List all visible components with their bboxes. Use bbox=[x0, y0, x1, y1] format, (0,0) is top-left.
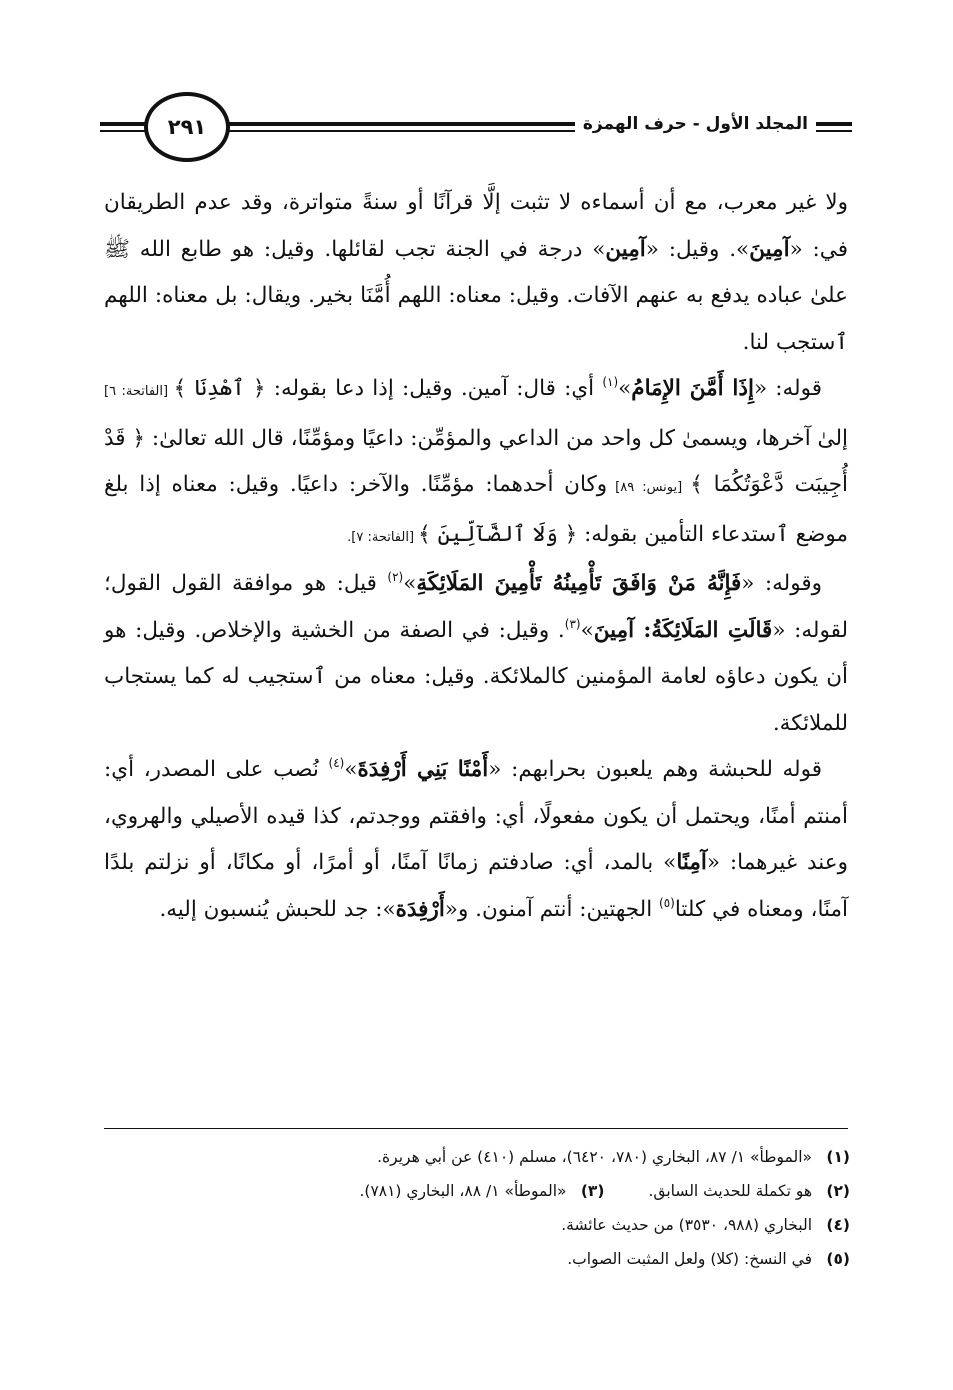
page-number: ٢٩١ bbox=[144, 92, 230, 162]
paragraph-4 bbox=[104, 747, 848, 933]
footnote-marker: (٢) bbox=[387, 570, 404, 584]
quran-verse: ﴿ ٱهْدِنَا ﴾ bbox=[173, 376, 266, 401]
hadith-quote: آمِين bbox=[605, 236, 646, 262]
text-segment: قوله للحبشة وهم يلعبون بحرابهم: « bbox=[488, 757, 822, 782]
text-segment: إلىٰ آخرها، ويسمىٰ كل واحد من الداعي والمؤمِّن: داعيًا ومؤمِّنًا، قال الله تعالىٰ: bbox=[145, 425, 848, 451]
footnote-marker: (٥) bbox=[659, 895, 675, 910]
footnote-number: (١) bbox=[826, 1148, 850, 1166]
text-segment: ولا غير معرب، مع أن أسماءه لا تثبت إلَّا قرآنًا أو سنةً متواترة، وقد عدم الطريقان في: « bbox=[104, 190, 848, 262]
text-segment: قوله: « bbox=[753, 376, 822, 401]
footnote-line bbox=[106, 1174, 850, 1208]
hadith-quote: قَالَتِ المَلَائِكَةُ: آمِينَ bbox=[593, 617, 773, 643]
footnote-line bbox=[106, 1242, 850, 1276]
hadith-quote: إِذَا أَمَّنَ الإِمَامُ bbox=[631, 376, 754, 401]
text-segment: »: جد للحبش يُنسبون إليه. bbox=[159, 896, 396, 922]
hadith-quote: فَإِنَّهُ مَنْ وَافَقَ تَأْمِينُهُ تَأْمِينَ المَلَائِكَةِ bbox=[416, 571, 742, 596]
paragraph-2 bbox=[104, 366, 848, 561]
footnote-separator bbox=[104, 1128, 848, 1129]
footnote-number: (٤) bbox=[826, 1216, 850, 1234]
footnote-number: (٥) bbox=[826, 1250, 850, 1268]
footnote-line bbox=[106, 1140, 850, 1174]
quran-verse: ﴿ قَدْ أُجِيبَت دَّعْوَتُكُمَا ﴾ bbox=[104, 425, 849, 497]
footnote-text: هو تكملة للحديث السابق. bbox=[648, 1182, 812, 1200]
footnote-marker: (٤) bbox=[328, 756, 345, 770]
paragraph-3 bbox=[104, 561, 848, 747]
text-segment: وكان أحدهما: مؤمِّنًا. والآخر: داعيًا. وقيل: معناه إذا بلغ موضع ٱستدعاء التأمين بقوله: bbox=[104, 472, 848, 547]
text-segment: » درجة في الجنة تجب لقائلها. وقيل: هو طابع الله ﷺ علىٰ عباده يدفع به عنهم الآفات. وقيل: معناه: اللهم أُمَّنَا بخير. ويقال: بل معناه: اللهم ٱستجب لنا. bbox=[104, 236, 848, 355]
text-segment: قيل: هو موافقة القول القول؛ لقوله: « bbox=[104, 571, 849, 643]
hadith-quote: آمِينَ bbox=[749, 236, 790, 262]
text-segment: . وقيل: في الصفة من الخشية والإخلاص. وقيل: هو أن يكون دعاؤه لعامة المؤمنين كالملائكة. وقيل: معناه من ٱستجيب له كما يستجاب للملائكة. bbox=[104, 617, 848, 736]
page-header bbox=[100, 88, 852, 168]
main-text bbox=[104, 180, 848, 933]
text-segment: » bbox=[618, 376, 632, 401]
quran-reference: [الفاتحة: ٦] bbox=[104, 384, 174, 399]
footnote-text: في النسخ: (كلا) ولعل المثبت الصواب. bbox=[567, 1250, 812, 1268]
footnote-marker: (٣) bbox=[564, 616, 581, 631]
quran-reference: [يونس: ٨٩] bbox=[607, 480, 691, 495]
footnotes bbox=[106, 1140, 850, 1276]
text-segment: » bbox=[403, 571, 417, 596]
hadith-quote: آمِنًا bbox=[676, 850, 707, 875]
text-segment: نُصب على المصدر، أي: أمنتم أمنًا، ويحتمل أن يكون مفعولًا، أي: وافقتم ووجدتم، كذا قيده الأصيلي والهروي، وعند غيرهما: « bbox=[104, 757, 848, 875]
text-segment: وقوله: « bbox=[741, 571, 822, 596]
paragraph-1 bbox=[104, 180, 848, 366]
text-segment: » بالمد، أي: صادفتم زمانًا آمنًا، أو أمرًا، أو مكانًا، أو نزلتم بلدًا آمنًا، ومعناه في كلتا bbox=[104, 850, 848, 922]
text-segment: الجهتين: أنتم آمنون. و« bbox=[444, 896, 660, 922]
footnote-marker: (١) bbox=[602, 375, 619, 389]
text-segment: » bbox=[580, 617, 594, 643]
footnote-text: «الموطأ» ١/ ٨٨، البخاري (٧٨١). bbox=[359, 1182, 567, 1200]
text-segment: أي: قال: آمين. وقيل: إذا دعا بقوله: bbox=[265, 376, 603, 401]
footnote-text: «الموطأ» ١/ ٨٧، البخاري (٧٨٠، ٦٤٢٠)، مسلم (٤١٠) عن أبي هريرة. bbox=[377, 1148, 812, 1166]
hadith-quote: أَرْفِدَة bbox=[395, 896, 445, 922]
running-title: المجلد الأول - حرف الهمزة bbox=[575, 114, 816, 134]
footnote-text: البخاري (٩٨٨، ٣٥٣٠) من حديث عائشة. bbox=[561, 1216, 812, 1234]
hadith-quote: أَمْنًا بَنِي أَرْفِدَةَ bbox=[357, 757, 489, 782]
footnote-number: (٣) bbox=[580, 1182, 605, 1200]
quran-reference: [الفاتحة: ٧]. bbox=[347, 529, 419, 545]
footnote-line bbox=[106, 1208, 850, 1242]
text-segment: ». وقيل: « bbox=[645, 236, 750, 262]
quran-verse: ﴿ وَلَا ٱلضَّآلِّينَ ﴾ bbox=[418, 521, 578, 547]
text-segment: » bbox=[344, 757, 358, 782]
footnote-number: (٢) bbox=[826, 1182, 850, 1200]
